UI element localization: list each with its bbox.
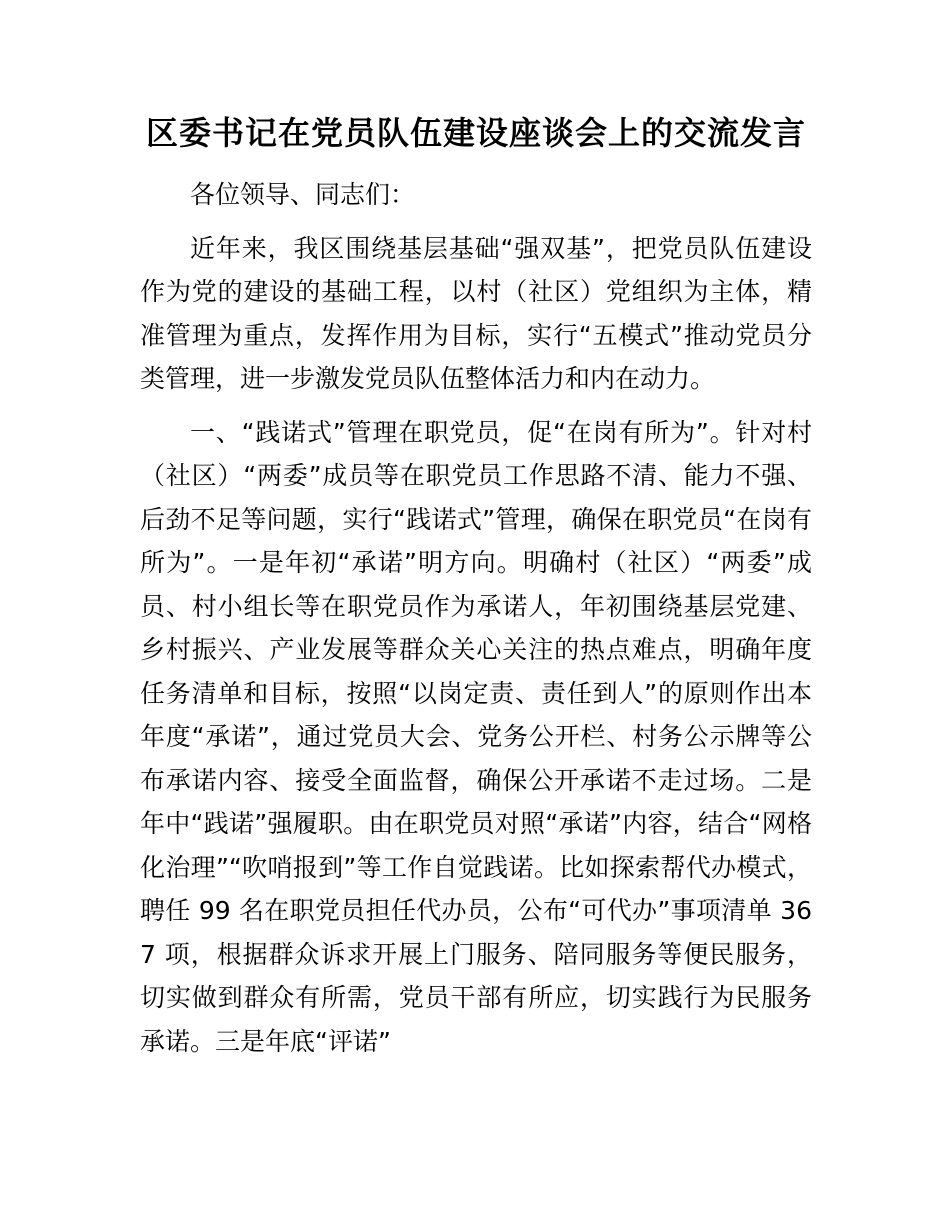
document-title: 区委书记在党员队伍建设座谈会上的交流发言: [145, 114, 806, 152]
greeting-line: 各位领导、同志们：: [190, 180, 416, 209]
document-content: [140, 110, 812, 1063]
paragraph-intro: 近年来，我区围绕基层基础“强双基”，把党员队伍建设作为党的建设的基础工程，以村（社区）党组织为主体，精准管理为重点，发挥作用为目标，实行“五模式”推动党员分类管理，进一步激发党员队伍整体活力和内在动力。: [140, 233, 812, 393]
paragraph-section-one: 一、“践诺式”管理在职党员，促“在岗有所为”。针对村（社区）“两委”成员等在职党员工作思路不清、能力不强、后劲不足等问题，实行“践诺式”管理，确保在职党员“在岗有所为”。一是年初“承诺”明方向。明确村（社区）“两委”成员、村小组长等在职党员作为承诺人，年初围绕基层党建、乡村振兴、产业发展等群众关心关注的热点难点，明确年度任务清单和目标，按照“以岗定责、责任到人”的原则作出本年度“承诺”，通过党员大会、党务公开栏、村务公示牌等公布承诺内容、接受全面监督，确保公开承诺不走过场。二是年中“践诺”强履职。由在职党员对照“承诺”内容，结合“网格化治理”“吹哨报到”等工作自觉践诺。比如探索帮代办模式，聘任 99 名在职党员担任代办员，公布“可代办”事项清单 367 项，根据群众诉求开展上门服务、陪同服务等便民服务，切实做到群众有所需，党员干部有所应，切实践行为民服务承诺。三是年底“评诺”: [140, 417, 812, 1056]
